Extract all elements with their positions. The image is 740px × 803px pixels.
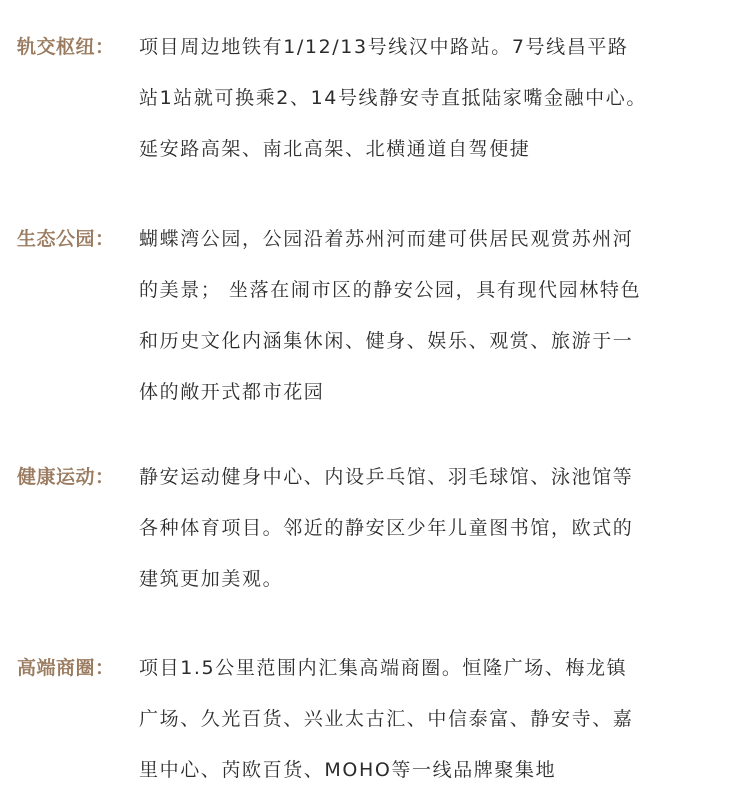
- text-line: 广场、久光百货、兴业太古汇、中信泰富、静安寺、嘉: [139, 708, 634, 730]
- text-line: 的美景； 坐落在闹市区的静安公园，具有现代园林特色: [139, 279, 642, 301]
- section-text: [139, 457, 731, 610]
- text-line: 项目1.5公里范围内汇集高端商圈。恒隆广场、梅龙镇: [139, 657, 628, 679]
- text-line: 站1站就可换乘2、14号线静安寺直抵陆家嘴金融中心。: [139, 87, 647, 109]
- section-text: [139, 219, 731, 423]
- text-line: 和历史文化内涵集休闲、健身、娱乐、观赏、旅游于一: [139, 330, 634, 352]
- text-line: 体的敞开式都市花园: [139, 381, 325, 403]
- text-line: 静安运动健身中心、内设乒乓馆、羽毛球馆、泳池馆等: [139, 466, 634, 488]
- text-line: 项目周边地铁有1/12/13号线汉中路站。7号线昌平路: [139, 36, 629, 58]
- text-line: 蝴蝶湾公园，公园沿着苏州河而建可供居民观赏苏州河: [139, 228, 634, 250]
- section-text: [139, 648, 731, 801]
- section-text: [139, 27, 731, 180]
- section-label: 高端商圈：: [17, 657, 115, 679]
- text-line: 建筑更加美观。: [139, 568, 284, 590]
- section-label: 轨交枢纽：: [17, 36, 115, 58]
- text-line: 各种体育项目。邻近的静安区少年儿童图书馆，欧式的: [139, 517, 634, 539]
- section-label: 生态公园：: [17, 228, 115, 250]
- text-line: 里中心、芮欧百货、MOHO等一线品牌聚集地: [139, 759, 557, 781]
- text-line: 延安路高架、南北高架、北横通道自驾便捷: [139, 138, 531, 160]
- section-label: 健康运动：: [17, 466, 115, 488]
